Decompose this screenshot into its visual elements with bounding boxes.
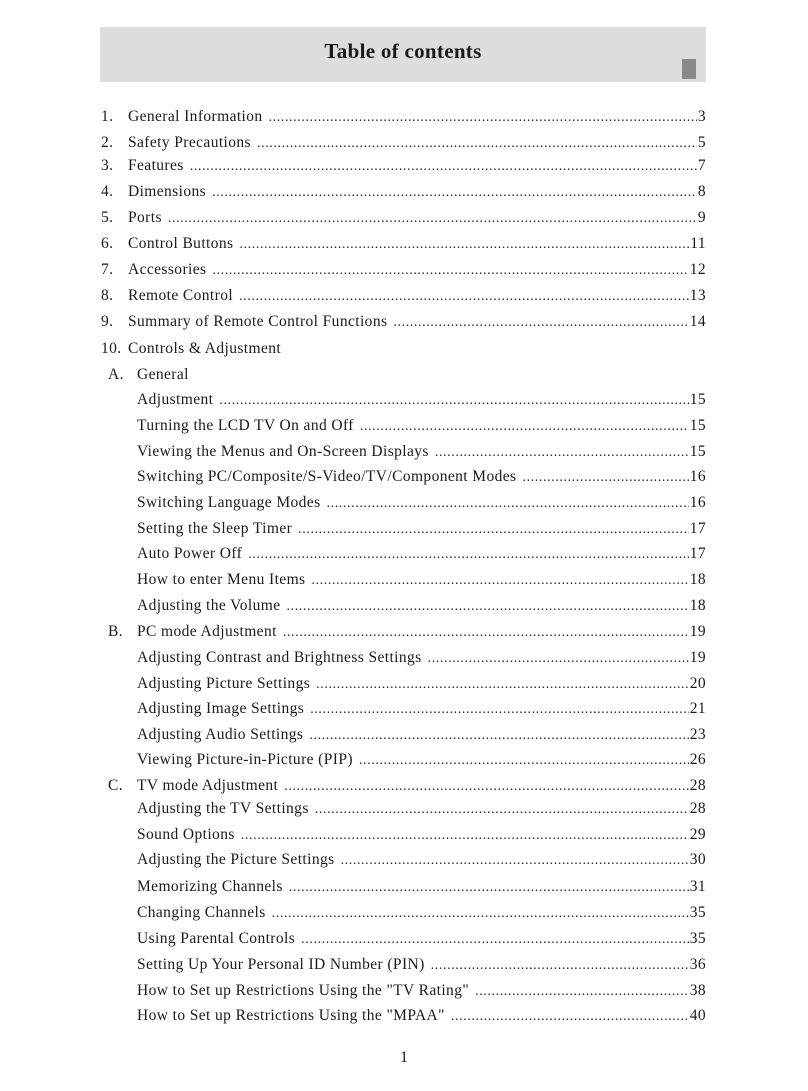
toc-entry-page: 15 <box>689 417 706 434</box>
page-title: Table of contents <box>324 39 482 63</box>
toc-entry-page: 8 <box>697 183 706 200</box>
dot-leader <box>341 850 689 872</box>
toc-entry-label: How to Set up Restrictions Using the "MPAA" <box>137 1007 445 1024</box>
toc-entry-page: 35 <box>689 904 706 921</box>
toc-entry-page: 40 <box>689 1007 706 1024</box>
toc-entry-label: General <box>137 366 189 383</box>
toc-entry[interactable] <box>101 132 706 154</box>
dot-leader <box>310 699 689 721</box>
toc-entry-page: 5 <box>697 134 706 151</box>
toc-entry-label: Adjusting Picture Settings <box>137 675 311 692</box>
toc-entry[interactable] <box>137 595 706 617</box>
toc-entry-label: Controls & Adjustment <box>128 340 282 357</box>
dot-leader <box>428 648 689 670</box>
toc-entry[interactable] <box>101 285 706 307</box>
toc-entry-label: Accessories <box>128 261 207 278</box>
toc-entry-label: Changing Channels <box>137 904 266 921</box>
toc-entry-label: Adjusting the Volume <box>137 597 281 614</box>
toc-entry-label: Dimensions <box>128 183 207 200</box>
dot-leader <box>435 442 689 464</box>
toc-entry-label: Adjusting the Picture Settings <box>137 851 335 868</box>
toc-entry-label: Safety Precautions <box>128 134 251 151</box>
toc-entry-number: 1. <box>101 108 114 125</box>
toc-header <box>100 27 706 82</box>
toc-entry-number: 10. <box>101 340 122 357</box>
toc-entry-page: 3 <box>697 108 706 125</box>
toc-entry[interactable] <box>101 259 706 281</box>
dot-leader <box>190 156 697 178</box>
toc-entry-label: Switching Language Modes <box>137 494 321 511</box>
toc-entry[interactable] <box>108 364 706 386</box>
dot-leader <box>359 750 689 772</box>
toc-entry-page: 19 <box>689 649 706 666</box>
dot-leader <box>269 107 697 129</box>
dot-leader <box>239 286 689 308</box>
toc-entry-label: Turning the LCD TV On and Off <box>137 417 354 434</box>
dot-leader <box>257 133 697 155</box>
toc-entry[interactable] <box>137 673 706 695</box>
toc-entry-page: 36 <box>689 956 706 973</box>
toc-entry[interactable] <box>101 155 706 177</box>
toc-entry-label: Summary of Remote Control Functions <box>128 313 388 330</box>
dot-leader <box>298 519 689 541</box>
dot-leader <box>315 799 689 821</box>
dot-leader <box>283 622 689 644</box>
toc-entry-page: 14 <box>689 313 706 330</box>
toc-entry-label: How to enter Menu Items <box>137 571 306 588</box>
dot-leader <box>219 390 688 412</box>
toc-entry[interactable] <box>137 824 706 846</box>
toc-entry-label: General Information <box>128 108 263 125</box>
toc-entry[interactable] <box>137 389 706 411</box>
toc-entry-number: 5. <box>101 209 114 226</box>
toc-entry-page: 13 <box>689 287 706 304</box>
toc-entry-label: Remote Control <box>128 287 234 304</box>
header-corner-mark <box>682 59 696 79</box>
toc-entry[interactable] <box>101 233 706 255</box>
toc-entry[interactable] <box>101 311 706 333</box>
toc-entry-page: 9 <box>697 209 706 226</box>
toc-entry[interactable] <box>101 106 706 128</box>
dot-leader <box>212 182 697 204</box>
toc-entry-number: 4. <box>101 183 114 200</box>
toc-entry-page: 20 <box>689 675 706 692</box>
toc-entry-page: 17 <box>689 545 706 562</box>
toc-entry[interactable] <box>108 621 706 643</box>
toc-entry-page: 16 <box>689 494 706 511</box>
toc-entry-label: Control Buttons <box>128 235 234 252</box>
dot-leader <box>168 208 697 230</box>
dot-leader <box>431 955 689 977</box>
toc-entry-number: B. <box>108 623 124 640</box>
toc-entry-label: Viewing the Menus and On-Screen Displays <box>137 443 429 460</box>
dot-leader <box>316 674 689 696</box>
toc-entry-page: 15 <box>689 391 706 408</box>
toc-entry[interactable] <box>137 980 706 1002</box>
toc-entry-page: 29 <box>689 826 706 843</box>
toc-entry-label: Setting Up Your Personal ID Number (PIN) <box>137 956 425 973</box>
dot-leader <box>212 260 688 282</box>
toc-entry-label: Setting the Sleep Timer <box>137 520 293 537</box>
toc-entry[interactable] <box>137 518 706 540</box>
toc-entry-page: 17 <box>689 520 706 537</box>
toc-entry[interactable] <box>137 1005 706 1027</box>
toc-entry-label: Auto Power Off <box>137 545 243 562</box>
toc-entry-label: Adjusting Audio Settings <box>137 726 304 743</box>
toc-entry-label: Using Parental Controls <box>137 930 296 947</box>
toc-entry-page: 18 <box>689 597 706 614</box>
toc-entry-page: 30 <box>689 851 706 868</box>
toc-entry[interactable] <box>137 902 706 924</box>
toc-entry[interactable] <box>137 569 706 591</box>
dot-leader <box>287 596 689 618</box>
dot-leader <box>239 234 689 256</box>
toc-entry-page: 11 <box>690 235 706 252</box>
toc-entry-number: 7. <box>101 261 114 278</box>
toc-entry-label: Features <box>128 157 184 174</box>
toc-entry-label: Memorizing Channels <box>137 878 283 895</box>
toc-entry[interactable] <box>137 698 706 720</box>
toc-entry-page: 28 <box>689 777 706 794</box>
toc-entry-number: 8. <box>101 287 114 304</box>
toc-entry[interactable] <box>137 749 706 771</box>
dot-leader <box>475 981 689 1003</box>
toc-entry-page: 31 <box>689 878 706 895</box>
toc-entry-label: How to Set up Restrictions Using the "TV Rating" <box>137 982 470 999</box>
toc-entry[interactable] <box>137 954 706 976</box>
dot-leader <box>327 493 689 515</box>
dot-leader <box>272 903 689 925</box>
toc-entry[interactable] <box>137 849 706 871</box>
dot-leader <box>309 725 688 747</box>
toc-entry-label: Adjustment <box>137 391 214 408</box>
toc-entry-number: 3. <box>101 157 114 174</box>
toc-entry-number: 9. <box>101 313 114 330</box>
page-number: 1 <box>400 1049 408 1066</box>
toc-entry-page: 28 <box>689 800 706 817</box>
dot-leader <box>360 416 689 438</box>
toc-entry-number: C. <box>108 777 124 794</box>
toc-entry-page: 26 <box>689 751 706 768</box>
toc-entry-label: Sound Options <box>137 826 235 843</box>
toc-entry[interactable] <box>137 798 706 820</box>
toc-entry-page: 21 <box>689 700 706 717</box>
toc-entry-page: 12 <box>689 261 706 278</box>
toc-entry-label: Adjusting the TV Settings <box>137 800 309 817</box>
toc-entry-label: Adjusting Contrast and Brightness Settings <box>137 649 422 666</box>
toc-entry[interactable] <box>101 207 706 229</box>
toc-entry-label: TV mode Adjustment <box>137 777 279 794</box>
toc-entry[interactable] <box>137 647 706 669</box>
toc-entry-label: Ports <box>128 209 162 226</box>
dot-leader <box>301 929 689 951</box>
toc-entry-number: 6. <box>101 235 114 252</box>
toc-entry-page: 23 <box>689 726 706 743</box>
dot-leader <box>248 544 688 566</box>
toc-entry[interactable] <box>101 181 706 203</box>
dot-leader <box>393 312 688 334</box>
toc-entry-label: Switching PC/Composite/S-Video/TV/Component Modes <box>137 468 517 485</box>
toc-entry[interactable] <box>137 724 706 746</box>
toc-entry[interactable] <box>137 928 706 950</box>
toc-entry-page: 19 <box>689 623 706 640</box>
toc-entry-number: A. <box>108 366 124 383</box>
dot-leader <box>241 825 689 847</box>
toc-entry-page: 38 <box>689 982 706 999</box>
dot-leader <box>311 570 688 592</box>
toc-entry-label: PC mode Adjustment <box>137 623 277 640</box>
toc-entry-label: Viewing Picture-in-Picture (PIP) <box>137 751 353 768</box>
toc-entry[interactable] <box>137 876 706 898</box>
toc-entry[interactable] <box>137 492 706 514</box>
toc-entry[interactable] <box>101 338 706 360</box>
toc-entry-page: 16 <box>689 468 706 485</box>
toc-entry-page: 35 <box>689 930 706 947</box>
dot-leader <box>451 1006 689 1028</box>
dot-leader <box>289 877 689 899</box>
toc-entry[interactable] <box>137 466 706 488</box>
toc-entry-page: 7 <box>697 157 706 174</box>
dot-leader <box>522 467 688 489</box>
toc-entry-page: 18 <box>689 571 706 588</box>
toc-entry[interactable] <box>137 543 706 565</box>
toc-entry-page: 15 <box>689 443 706 460</box>
toc-entry[interactable] <box>108 775 706 797</box>
toc-entry[interactable] <box>137 441 706 463</box>
toc-entry[interactable] <box>137 415 706 437</box>
toc-entry-label: Adjusting Image Settings <box>137 700 305 717</box>
toc-entry-number: 2. <box>101 134 114 151</box>
dot-leader <box>284 776 688 798</box>
